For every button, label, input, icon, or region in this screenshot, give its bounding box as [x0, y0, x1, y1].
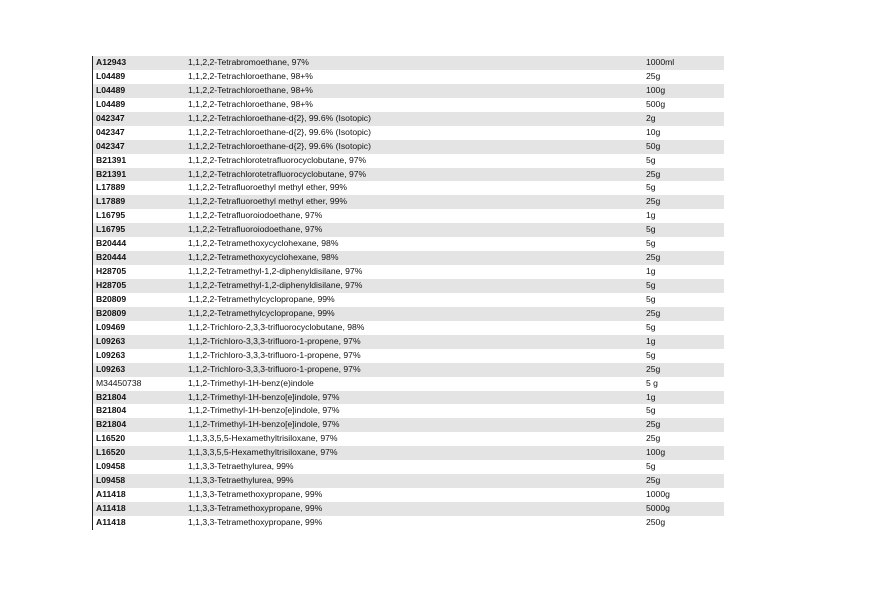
- table-row: [92, 279, 724, 293]
- table-row: [92, 154, 724, 168]
- pack-size: 25g: [646, 252, 661, 263]
- table-row: [92, 251, 724, 265]
- product-name: 1,1,2-Trimethyl-1H-benzo[e]indole, 97%: [188, 419, 340, 430]
- product-name: 1,1,2,2-Tetrachloroethane-d{2}, 99.6% (Isotopic): [188, 126, 371, 137]
- catalog-code: L09458: [96, 475, 126, 486]
- table-row: [92, 265, 724, 279]
- table-row: [92, 70, 724, 84]
- pack-size: 5g: [646, 349, 656, 360]
- pack-size: 5g: [646, 238, 656, 249]
- product-name: 1,1,2,2-Tetrachloroethane-d{2}, 99.6% (Isotopic): [188, 140, 371, 151]
- catalog-code: L04489: [96, 98, 126, 109]
- catalog-code: A12943: [96, 57, 127, 67]
- table-row: [92, 460, 724, 474]
- pack-size: 5g: [646, 280, 656, 290]
- product-name: 1,1,3,3-Tetramethoxypropane, 99%: [188, 489, 323, 500]
- product-name: 1,1,2,2-Tetramethylcyclopropane, 99%: [188, 307, 335, 318]
- pack-size: 1g: [646, 391, 656, 402]
- table-row: [92, 516, 724, 530]
- pack-size: 250g: [646, 516, 666, 527]
- product-name: 1,1,2-Trimethyl-1H-benzo[e]indole, 97%: [188, 405, 340, 416]
- table-row: [92, 195, 724, 209]
- pack-size: 50g: [646, 140, 661, 151]
- product-name: 1,1,2,2-Tetramethoxycyclohexane, 98%: [188, 252, 339, 263]
- product-name: 1,1,2,2-Tetrachloroethane, 98+%: [188, 70, 313, 81]
- catalog-code: L04489: [96, 70, 126, 81]
- table-row: [92, 335, 724, 349]
- catalog-code: L16795: [96, 210, 126, 221]
- catalog-code: 042347: [96, 112, 125, 123]
- product-name: 1,1,2,2-Tetrabromoethane, 97%: [188, 57, 309, 67]
- catalog-code: H28705: [96, 266, 127, 277]
- catalog-code: B21804: [96, 405, 127, 416]
- table-row: [92, 404, 724, 418]
- product-name: 1,1,2,2-Tetrafluoroethyl methyl ether, 99%: [188, 196, 348, 207]
- product-table: [92, 56, 724, 530]
- table-row: [92, 474, 724, 488]
- product-name: 1,1,2-Trichloro-2,3,3-trifluorocyclobutane, 98%: [188, 321, 365, 332]
- product-name: 1,1,2,2-Tetrafluoroiodoethane, 97%: [188, 210, 323, 221]
- product-name: 1,1,2,2-Tetramethoxycyclohexane, 98%: [188, 238, 339, 249]
- pack-size: 500g: [646, 98, 666, 109]
- table-row: [92, 432, 724, 446]
- product-name: 1,1,2,2-Tetramethylcyclopropane, 99%: [188, 293, 335, 304]
- product-name: 1,1,2,2-Tetrachloroethane-d{2}, 99.6% (Isotopic): [188, 112, 371, 123]
- product-name: 1,1,2,2-Tetrachloroethane, 98+%: [188, 84, 313, 95]
- catalog-code: L09458: [96, 461, 126, 472]
- catalog-code: 042347: [96, 140, 125, 151]
- catalog-code: L16795: [96, 224, 126, 235]
- catalog-code: L16520: [96, 433, 126, 444]
- product-name: 1,1,2,2-Tetramethyl-1,2-diphenyldisilane, 97%: [188, 280, 363, 290]
- table-row: [92, 56, 724, 70]
- catalog-code: B21391: [96, 168, 127, 179]
- catalog-code: B21804: [96, 391, 127, 402]
- pack-size: 100g: [646, 84, 666, 95]
- product-name: 1,1,2-Trichloro-3,3,3-trifluoro-1-propene, 97%: [188, 335, 361, 346]
- catalog-code: L17889: [96, 182, 126, 193]
- table-row: [92, 237, 724, 251]
- table-row: [92, 391, 724, 405]
- table-row: [92, 418, 724, 432]
- table-row: [92, 126, 724, 140]
- pack-size: 1000g: [646, 489, 670, 500]
- catalog-code: L17889: [96, 196, 126, 207]
- catalog-code: A11418: [96, 489, 126, 500]
- pack-size: 25g: [646, 433, 661, 444]
- pack-size: 5g: [646, 224, 656, 235]
- catalog-code: B21391: [96, 154, 127, 165]
- pack-size: 5000g: [646, 503, 670, 513]
- pack-size: 1000ml: [646, 57, 675, 67]
- table-row: [92, 293, 724, 307]
- product-name: 1,1,3,3,5,5-Hexamethyltrisiloxane, 97%: [188, 433, 338, 444]
- pack-size: 25g: [646, 475, 661, 486]
- product-name: 1,1,2,2-Tetrachlorotetrafluorocyclobutane, 97%: [188, 168, 367, 179]
- pack-size: 1g: [646, 335, 656, 346]
- pack-size: 25g: [646, 363, 661, 374]
- table-row: [92, 181, 724, 195]
- table-row: [92, 446, 724, 460]
- catalog-code: H28705: [96, 280, 127, 290]
- pack-size: 5g: [646, 405, 656, 416]
- catalog-code: A11418: [96, 516, 126, 527]
- pack-size: 5g: [646, 293, 656, 304]
- pack-size: 5g: [646, 182, 656, 193]
- product-name: 1,1,3,3-Tetramethoxypropane, 99%: [188, 516, 323, 527]
- table-row: [92, 140, 724, 154]
- product-name: 1,1,3,3,5,5-Hexamethyltrisiloxane, 97%: [188, 447, 338, 458]
- pack-size: 25g: [646, 196, 661, 207]
- catalog-code: B20809: [96, 307, 127, 318]
- table-row: [92, 307, 724, 321]
- product-name: 1,1,2,2-Tetrachloroethane, 98+%: [188, 98, 313, 109]
- pack-size: 25g: [646, 419, 661, 430]
- pack-size: 25g: [646, 168, 661, 179]
- product-name: 1,1,2-Trimethyl-1H-benzo[e]indole, 97%: [188, 391, 340, 402]
- pack-size: 100g: [646, 447, 666, 458]
- pack-size: 2g: [646, 112, 656, 123]
- table-row: [92, 84, 724, 98]
- table-row: [92, 377, 724, 391]
- table-row: [92, 502, 724, 516]
- catalog-code: B20809: [96, 293, 127, 304]
- catalog-code: B21804: [96, 419, 127, 430]
- table-row: [92, 349, 724, 363]
- product-name: 1,1,3,3-Tetramethoxypropane, 99%: [188, 503, 323, 513]
- catalog-code: L09263: [96, 363, 126, 374]
- product-name: 1,1,2,2-Tetrafluoroethyl methyl ether, 99%: [188, 182, 348, 193]
- pack-size: 25g: [646, 70, 661, 81]
- pack-size: 25g: [646, 307, 661, 318]
- pack-size: 1g: [646, 266, 656, 277]
- pack-size: 1g: [646, 210, 656, 221]
- pack-size: 10g: [646, 126, 661, 137]
- table-row: [92, 488, 724, 502]
- table-row: [92, 209, 724, 223]
- catalog-code: 042347: [96, 126, 125, 137]
- product-name: 1,1,3,3-Tetraethylurea, 99%: [188, 475, 294, 486]
- catalog-code: L09263: [96, 335, 126, 346]
- catalog-code: L09469: [96, 321, 126, 332]
- pack-size: 5g: [646, 461, 656, 472]
- product-name: 1,1,3,3-Tetraethylurea, 99%: [188, 461, 294, 472]
- table-row: [92, 363, 724, 377]
- table-row: [92, 321, 724, 335]
- catalog-code: B20444: [96, 238, 127, 249]
- product-name: 1,1,2,2-Tetrachlorotetrafluorocyclobutane, 97%: [188, 154, 367, 165]
- table-row: [92, 168, 724, 182]
- product-name: 1,1,2,2-Tetrafluoroiodoethane, 97%: [188, 224, 323, 235]
- table-row: [92, 112, 724, 126]
- catalog-code: M34450738: [96, 377, 142, 388]
- product-name: 1,1,2-Trimethyl-1H-benz(e)indole: [188, 377, 314, 388]
- product-name: 1,1,2-Trichloro-3,3,3-trifluoro-1-propene, 97%: [188, 349, 361, 360]
- pack-size: 5g: [646, 321, 656, 332]
- product-name: 1,1,2-Trichloro-3,3,3-trifluoro-1-propene, 97%: [188, 363, 361, 374]
- table-row: [92, 223, 724, 237]
- catalog-code: L09263: [96, 349, 126, 360]
- table-row: [92, 98, 724, 112]
- pack-size: 5g: [646, 154, 656, 165]
- catalog-code: A11418: [96, 503, 126, 513]
- pack-size: 5 g: [646, 377, 658, 388]
- catalog-code: B20444: [96, 252, 127, 263]
- catalog-code: L04489: [96, 84, 126, 95]
- catalog-code: L16520: [96, 447, 126, 458]
- product-name: 1,1,2,2-Tetramethyl-1,2-diphenyldisilane, 97%: [188, 266, 363, 277]
